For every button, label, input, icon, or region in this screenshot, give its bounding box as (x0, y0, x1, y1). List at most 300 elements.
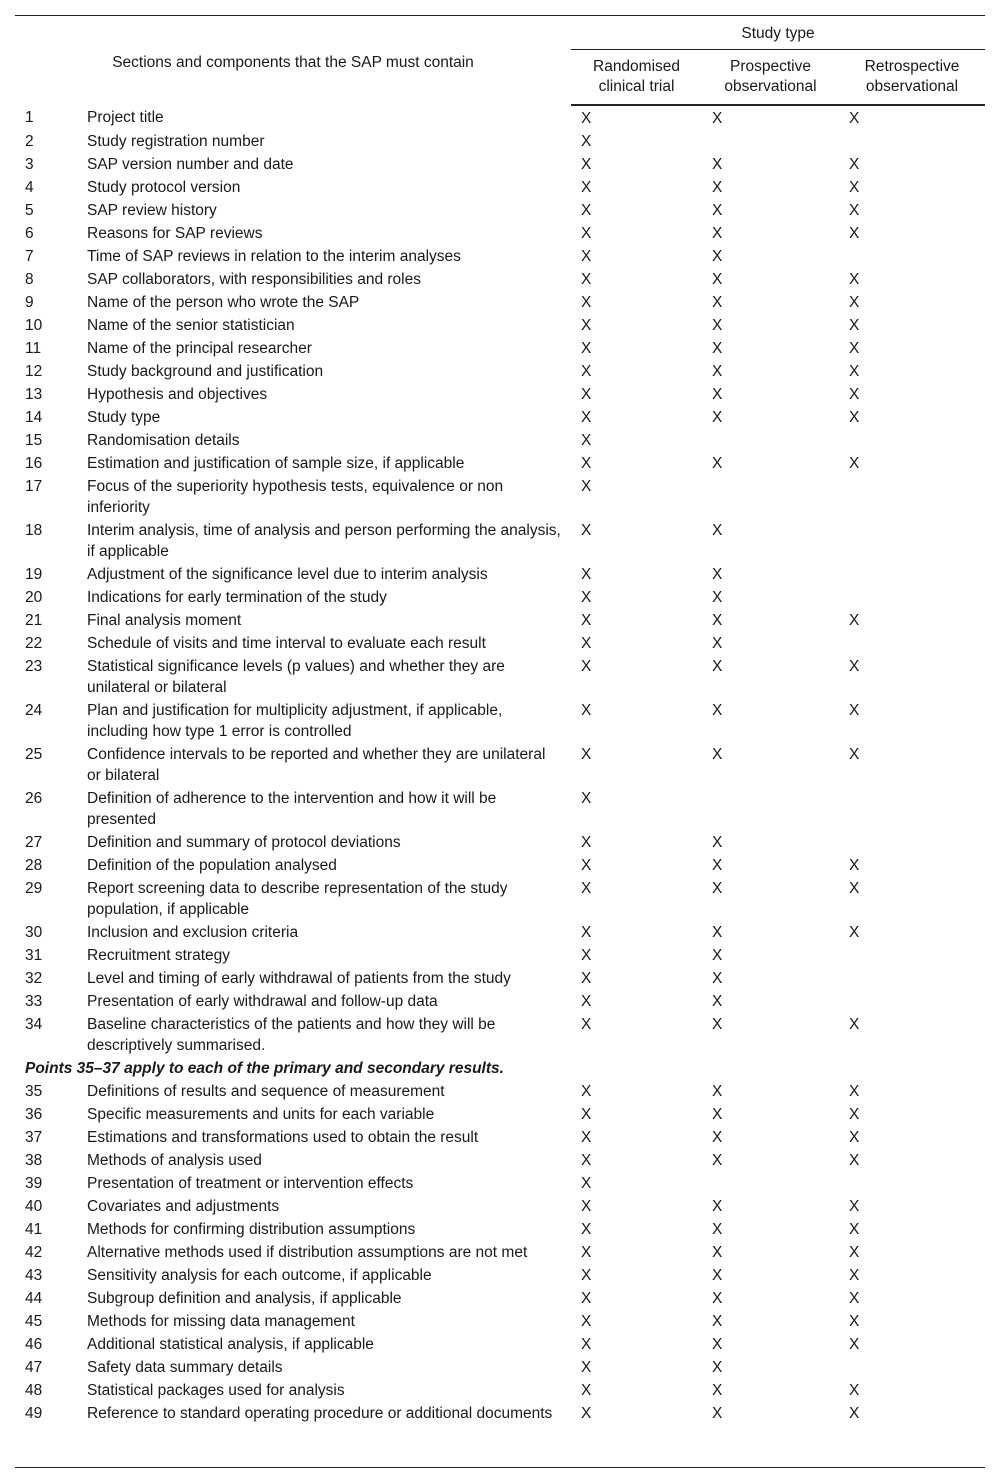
rct-mark: X (581, 924, 592, 941)
pro-mark: X (712, 947, 723, 964)
table-row (15, 1126, 985, 1149)
rct-mark: X (581, 1175, 592, 1192)
ret-mark: X (849, 612, 860, 629)
item-description: Plan and justification for multiplicity adjustment, if applicable, including how type 1 error is controlled (87, 702, 503, 740)
pro-mark: X (712, 1152, 723, 1169)
item-description: Statistical significance levels (p values) and whether they are unilateral or bilateral (87, 658, 505, 696)
table-row (15, 383, 985, 406)
item-number: 15 (25, 432, 43, 449)
table-row (15, 314, 985, 337)
ret-mark: X (849, 363, 860, 380)
rct-mark: X (581, 857, 592, 874)
item-description: Inclusion and exclusion criteria (87, 924, 299, 941)
ret-mark: X (849, 340, 860, 357)
ret-mark: X (849, 1083, 860, 1100)
item-description: Confidence intervals to be reported and whether they are unilateral or bilateral (87, 746, 546, 784)
ret-mark: X (849, 455, 860, 472)
rct-mark: X (581, 790, 592, 807)
table-row (15, 1013, 985, 1057)
item-number: 36 (25, 1106, 43, 1123)
ret-mark: X (849, 1267, 860, 1284)
item-number: 4 (25, 179, 34, 196)
table-row (15, 632, 985, 655)
item-number: 40 (25, 1198, 43, 1215)
rct-mark: X (581, 455, 592, 472)
rct-mark: X (581, 1221, 592, 1238)
pro-mark: X (712, 386, 723, 403)
table-row (15, 153, 985, 176)
pro-mark: X (712, 225, 723, 242)
rct-mark: X (581, 1106, 592, 1123)
item-description: Randomisation details (87, 432, 240, 449)
table-row (15, 176, 985, 199)
pro-mark (702, 475, 839, 519)
item-description: Hypothesis and objectives (87, 386, 268, 403)
pro-mark (702, 130, 839, 153)
item-number: 21 (25, 612, 43, 629)
item-description: Study type (87, 409, 161, 426)
item-description: Final analysis moment (87, 612, 242, 629)
item-number: 26 (25, 790, 43, 807)
pro-mark: X (712, 1198, 723, 1215)
rct-mark: X (581, 746, 592, 763)
rct-mark: X (581, 947, 592, 964)
pro-mark: X (712, 880, 723, 897)
sections-column-header: Sections and components that the SAP must contain (112, 54, 474, 71)
table-row (15, 519, 985, 563)
item-number: 24 (25, 702, 43, 719)
rct-mark: X (581, 294, 592, 311)
pro-mark: X (712, 179, 723, 196)
table-row (15, 199, 985, 222)
table-row (15, 1264, 985, 1287)
table-row (15, 967, 985, 990)
item-description: Study registration number (87, 133, 265, 150)
item-number: 11 (25, 340, 42, 357)
item-number: 30 (25, 924, 43, 941)
rct-mark: X (581, 970, 592, 987)
table-row (15, 563, 985, 586)
ret-mark: X (849, 409, 860, 426)
pro-mark: X (712, 924, 723, 941)
item-description: Name of the senior statistician (87, 317, 295, 334)
ret-mark: X (849, 1244, 860, 1261)
pro-mark: X (712, 522, 723, 539)
item-description: Definitions of results and sequence of measurement (87, 1083, 445, 1100)
item-description: Reasons for SAP reviews (87, 225, 263, 242)
item-number: 42 (25, 1244, 43, 1261)
ret-mark: X (849, 156, 860, 173)
item-number: 29 (25, 880, 43, 897)
item-description: SAP review history (87, 202, 217, 219)
ret-mark (839, 586, 985, 609)
ret-mark: X (849, 1313, 860, 1330)
item-number: 25 (25, 746, 43, 763)
ret-mark: X (849, 271, 860, 288)
pro-mark: X (712, 156, 723, 173)
rct-mark: X (581, 317, 592, 334)
table-row (15, 105, 985, 130)
ret-mark: X (849, 1382, 860, 1399)
rct-mark: X (581, 1267, 592, 1284)
item-number: 18 (25, 522, 43, 539)
ret-mark (839, 475, 985, 519)
table-body-first (15, 105, 985, 1057)
item-description: Reference to standard operating procedure or additional documents (87, 1405, 553, 1422)
rct-mark: X (581, 110, 592, 127)
ret-mark (839, 245, 985, 268)
rct-mark: X (581, 133, 592, 150)
item-description: Study background and justification (87, 363, 324, 380)
ret-mark (839, 1172, 985, 1195)
table-row (15, 854, 985, 877)
pro-mark: X (712, 857, 723, 874)
item-description: Subgroup definition and analysis, if applicable (87, 1290, 402, 1307)
item-description: Methods of analysis used (87, 1152, 262, 1169)
ret-mark: X (849, 857, 860, 874)
table-row (15, 1356, 985, 1379)
ret-mark: X (849, 1405, 860, 1422)
rct-mark: X (581, 635, 592, 652)
ret-mark: X (849, 702, 860, 719)
item-description: Specific measurements and units for each variable (87, 1106, 435, 1123)
pro-mark: X (712, 1016, 723, 1033)
ret-mark (839, 519, 985, 563)
bottom-rule (15, 1467, 985, 1468)
ret-mark (839, 1356, 985, 1379)
ret-mark (839, 967, 985, 990)
rct-mark: X (581, 1336, 592, 1353)
ret-mark (839, 831, 985, 854)
rct-mark: X (581, 702, 592, 719)
item-number: 5 (25, 202, 34, 219)
pro-mark: X (712, 455, 723, 472)
rct-mark: X (581, 1313, 592, 1330)
table-row (15, 877, 985, 921)
ret-mark: X (849, 1016, 860, 1033)
pro-mark: X (712, 658, 723, 675)
rct-mark: X (581, 1016, 592, 1033)
table-row (15, 1080, 985, 1103)
item-description: Sensitivity analysis for each outcome, if applicable (87, 1267, 432, 1284)
ret-mark (839, 130, 985, 153)
pro-mark: X (712, 1221, 723, 1238)
item-description: Level and timing of early withdrawal of patients from the study (87, 970, 511, 987)
table-row (15, 291, 985, 314)
rct-mark: X (581, 589, 592, 606)
ret-mark: X (849, 294, 860, 311)
ret-mark: X (849, 1129, 860, 1146)
pro-mark: X (712, 340, 723, 357)
item-number: 44 (25, 1290, 43, 1307)
rct-mark: X (581, 386, 592, 403)
rct-mark: X (581, 1198, 592, 1215)
ret-mark: X (849, 202, 860, 219)
table-row (15, 1218, 985, 1241)
item-number: 1 (25, 109, 34, 126)
table-row (15, 586, 985, 609)
item-number: 39 (25, 1175, 43, 1192)
item-description: Presentation of early withdrawal and follow-up data (87, 993, 438, 1010)
item-number: 10 (25, 317, 43, 334)
ret-mark (839, 944, 985, 967)
table-row (15, 452, 985, 475)
pro-mark: X (712, 294, 723, 311)
item-number: 9 (25, 294, 34, 311)
item-number: 8 (25, 271, 34, 288)
ret-mark: X (849, 179, 860, 196)
item-number: 27 (25, 834, 43, 851)
item-number: 28 (25, 857, 43, 874)
ret-mark (839, 990, 985, 1013)
rct-mark: X (581, 179, 592, 196)
table-row (15, 1333, 985, 1356)
pro-mark: X (712, 248, 723, 265)
table-row (15, 360, 985, 383)
table-row (15, 831, 985, 854)
ret-mark: X (849, 1336, 860, 1353)
item-number: 31 (25, 947, 43, 964)
table-row (15, 429, 985, 452)
rct-mark: X (581, 1290, 592, 1307)
item-number: 37 (25, 1129, 43, 1146)
table-row (15, 609, 985, 632)
rct-mark: X (581, 880, 592, 897)
rct-mark: X (581, 566, 592, 583)
rct-mark: X (581, 993, 592, 1010)
prospective-column-header: Prospective observational (702, 50, 839, 106)
table-row (15, 245, 985, 268)
pro-mark: X (712, 1267, 723, 1284)
rct-mark: X (581, 225, 592, 242)
rct-mark: X (581, 478, 592, 495)
table-row (15, 1310, 985, 1333)
pro-mark: X (712, 409, 723, 426)
item-number: 48 (25, 1382, 43, 1399)
item-description: Methods for confirming distribution assumptions (87, 1221, 416, 1238)
table-header (15, 16, 985, 105)
ret-mark: X (849, 1106, 860, 1123)
item-description: Indications for early termination of the study (87, 589, 387, 606)
item-number: 43 (25, 1267, 43, 1284)
rct-mark: X (581, 1083, 592, 1100)
item-description: Name of the person who wrote the SAP (87, 294, 360, 311)
item-number: 38 (25, 1152, 43, 1169)
table-row (15, 743, 985, 787)
ret-mark (839, 632, 985, 655)
ret-mark: X (849, 924, 860, 941)
table-row (15, 990, 985, 1013)
item-description: Adjustment of the significance level due to interim analysis (87, 566, 488, 583)
rct-mark: X (581, 409, 592, 426)
item-description: Schedule of visits and time interval to evaluate each result (87, 635, 486, 652)
item-description: Statistical packages used for analysis (87, 1382, 345, 1399)
item-description: Estimations and transformations used to obtain the result (87, 1129, 479, 1146)
ret-mark: X (849, 880, 860, 897)
pro-mark (702, 787, 839, 831)
ret-mark: X (849, 386, 860, 403)
item-description: Covariates and adjustments (87, 1198, 280, 1215)
item-number: 46 (25, 1336, 43, 1353)
item-number: 19 (25, 566, 43, 583)
pro-mark (702, 1172, 839, 1195)
item-description: Definition of adherence to the intervention and how it will be presented (87, 790, 497, 828)
item-description: Presentation of treatment or intervention effects (87, 1175, 414, 1192)
rct-mark: X (581, 522, 592, 539)
rct-mark: X (581, 658, 592, 675)
retrospective-column-header: Retrospective observational (839, 50, 985, 106)
item-number: 2 (25, 133, 34, 150)
ret-mark: X (849, 317, 860, 334)
ret-mark (839, 787, 985, 831)
study-type-header: Study type (571, 16, 985, 50)
ret-mark: X (849, 1198, 860, 1215)
table-row (15, 1195, 985, 1218)
table-row (15, 787, 985, 831)
ret-mark: X (849, 225, 860, 242)
table-row (15, 1172, 985, 1195)
pro-mark: X (712, 1313, 723, 1330)
item-description: Project title (87, 109, 164, 126)
item-number: 33 (25, 993, 43, 1010)
ret-mark: X (849, 1152, 860, 1169)
pro-mark: X (712, 1244, 723, 1261)
pro-mark: X (712, 1129, 723, 1146)
rct-mark: X (581, 1152, 592, 1169)
rct-mark: X (581, 1359, 592, 1376)
table-row (15, 337, 985, 360)
table-row (15, 1103, 985, 1126)
pro-mark: X (712, 993, 723, 1010)
item-description: Alternative methods used if distribution assumptions are not met (87, 1244, 528, 1261)
ret-mark: X (849, 110, 860, 127)
item-number: 47 (25, 1359, 43, 1376)
sap-components-table (15, 16, 985, 1429)
pro-mark: X (712, 1405, 723, 1422)
pro-mark: X (712, 110, 723, 127)
item-number: 17 (25, 478, 43, 495)
pro-mark: X (712, 1083, 723, 1100)
item-description: Study protocol version (87, 179, 241, 196)
item-number: 23 (25, 658, 43, 675)
rct-mark: X (581, 834, 592, 851)
pro-mark (702, 429, 839, 452)
item-description: Methods for missing data management (87, 1313, 355, 1330)
pro-mark: X (712, 635, 723, 652)
item-number: 3 (25, 156, 34, 173)
table-row (15, 655, 985, 699)
ret-mark: X (849, 658, 860, 675)
item-number: 13 (25, 386, 43, 403)
table-row (15, 1402, 985, 1429)
ret-mark (839, 429, 985, 452)
item-description: Baseline characteristics of the patients and how they will be descriptively summarised. (87, 1016, 496, 1054)
table-row (15, 475, 985, 519)
item-number: 14 (25, 409, 43, 426)
pro-mark: X (712, 612, 723, 629)
item-description: Report screening data to describe representation of the study population, if applicable (87, 880, 508, 918)
item-description: Definition and summary of protocol deviations (87, 834, 401, 851)
pro-mark: X (712, 202, 723, 219)
rct-mark: X (581, 248, 592, 265)
table-row (15, 1241, 985, 1264)
pro-mark: X (712, 970, 723, 987)
rct-mark: X (581, 612, 592, 629)
pro-mark: X (712, 702, 723, 719)
item-description: Definition of the population analysed (87, 857, 337, 874)
table-row (15, 944, 985, 967)
rct-mark: X (581, 363, 592, 380)
pro-mark: X (712, 317, 723, 334)
item-description: Additional statistical analysis, if applicable (87, 1336, 374, 1353)
table-row (15, 222, 985, 245)
item-number: 49 (25, 1405, 43, 1422)
table-row (15, 1379, 985, 1402)
pro-mark: X (712, 1290, 723, 1307)
rct-mark: X (581, 156, 592, 173)
item-description: SAP collaborators, with responsibilities and roles (87, 271, 421, 288)
ret-mark: X (849, 746, 860, 763)
item-number: 22 (25, 635, 43, 652)
pro-mark: X (712, 271, 723, 288)
table-row (15, 1149, 985, 1172)
item-description: Estimation and justification of sample size, if applicable (87, 455, 465, 472)
pro-mark: X (712, 1382, 723, 1399)
rct-mark: X (581, 340, 592, 357)
item-description: Safety data summary details (87, 1359, 283, 1376)
table-row (15, 699, 985, 743)
table-row (15, 1287, 985, 1310)
pro-mark: X (712, 1106, 723, 1123)
item-number: 6 (25, 225, 34, 242)
item-description: Recruitment strategy (87, 947, 230, 964)
table-note-section (15, 1057, 985, 1080)
pro-mark: X (712, 363, 723, 380)
rct-mark: X (581, 271, 592, 288)
item-description: SAP version number and date (87, 156, 294, 173)
item-number: 41 (25, 1221, 43, 1238)
rct-column-header: Randomised clinical trial (571, 50, 702, 106)
rct-mark: X (581, 1382, 592, 1399)
rct-mark: X (581, 1244, 592, 1261)
rct-mark: X (581, 1129, 592, 1146)
pro-mark: X (712, 589, 723, 606)
table-row (15, 130, 985, 153)
table-row (15, 921, 985, 944)
ret-mark: X (849, 1290, 860, 1307)
ret-mark (839, 563, 985, 586)
item-number: 35 (25, 1083, 43, 1100)
table-row (15, 406, 985, 429)
pro-mark: X (712, 566, 723, 583)
rct-mark: X (581, 1405, 592, 1422)
points-35-37-note: Points 35–37 apply to each of the primary and secondary results. (25, 1060, 504, 1077)
item-number: 32 (25, 970, 43, 987)
table-body-second (15, 1080, 985, 1429)
item-number: 34 (25, 1016, 43, 1033)
item-description: Name of the principal researcher (87, 340, 312, 357)
rct-mark: X (581, 202, 592, 219)
item-number: 7 (25, 248, 34, 265)
rct-mark: X (581, 432, 592, 449)
ret-mark: X (849, 1221, 860, 1238)
item-number: 20 (25, 589, 43, 606)
pro-mark: X (712, 1359, 723, 1376)
item-number: 12 (25, 363, 43, 380)
item-description: Time of SAP reviews in relation to the interim analyses (87, 248, 461, 265)
pro-mark: X (712, 1336, 723, 1353)
pro-mark: X (712, 746, 723, 763)
